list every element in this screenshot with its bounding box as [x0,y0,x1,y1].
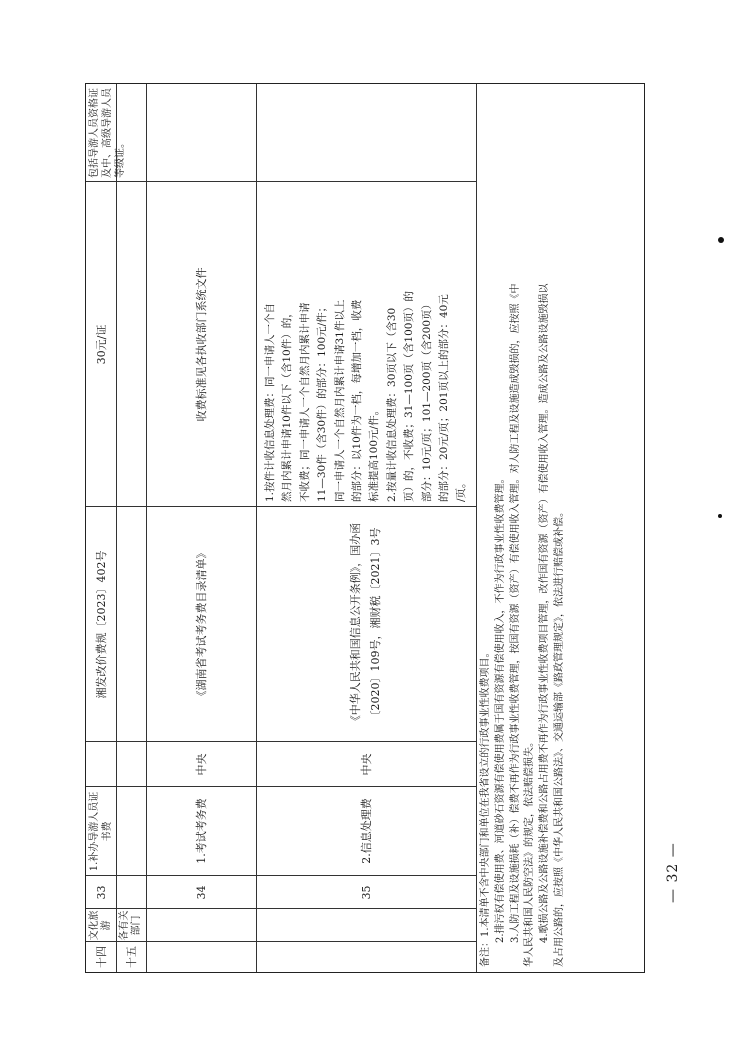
standard-cell: 收费标准见各执收部门系统文件 [194,267,208,422]
scan-speck [718,237,724,243]
seq-cell: 十五 [124,946,138,968]
no-cell: 35 [359,885,373,900]
remark-cell: 包括导游人员资格证及中、高级导游人员等级证。 [89,88,126,178]
dept-cell: 文化旅游 [89,910,112,941]
no-cell: 33 [94,885,108,900]
basis-cell: 湘发改价费规〔2023〕402号 [94,550,108,699]
item-cell: 1.考试考务费 [194,798,208,864]
dept-cell: 各有关部门 [119,910,142,941]
standard-line: 同一申请人一个自然月内累计申请31件以上 [333,299,346,502]
fee-table [85,83,645,973]
basis-cell: 《中华人民共和国信息公开条例》，国办函〔2020〕109号，湘财税〔2021〕3号 [349,522,382,727]
note-line: 华人民共和国人民防空法》的规定，依法赔偿损失。 [524,737,536,967]
col-line [86,506,476,507]
standard-line: 不收费；同一申请人一个自然月内累计申请 [298,302,311,502]
standard-cell: 30元/证 [94,324,108,365]
no-cell: 34 [194,885,208,900]
standard-line: 的部分：20元/页；201页以上的部分：40元 [438,294,451,502]
standard-line: 11—30件（含30件）的部分：100元/件； [316,301,329,502]
standard-cell-lines [262,186,474,502]
basis-cell: 《湖南省考试考务费目录清单》 [194,547,208,702]
level-cell: 中央 [194,753,208,776]
item-cell: 2.信息处理费 [359,798,373,864]
standard-line: 页）的，不收费；31—100页（含100页）的 [403,291,416,502]
note-line: 3.人防工程及设施损耗（补）偿费不再作为行政事业性收费管理，按国有资源（资产）有偿使用收入管理。对人防工程及设施造成毁损的，应按照《中 [509,283,521,943]
note-line: 2.排污权有偿使用费、河道砂石资源有偿使用费属于国有资源有偿使用收入，不作为行政事业性收费管理。 [494,473,506,943]
standard-line: 1.按件计收信息处理费：同一申请人一个自 [264,302,276,502]
row-line [116,84,117,972]
standard-line: 标准提高100元/件。 [368,404,381,502]
page-number: — 32 — [665,842,681,903]
standard-line: /页。 [455,477,468,502]
note-line: 备注：1.本清单不含中央部门和单位在我省设立的行政事业性收费项目。 [480,647,491,967]
standard-line: 的部分：以10件为一档，每增加一档，收费 [351,299,364,502]
note-line: 4.歌损公路及公路设施补偿费和公路占用费不再作为行政事业性收费项目管理，改作国有资源（资产）有偿使用收入管理。造成公路及公路设施毁损以 [539,283,551,943]
level-cell [86,742,116,787]
col-line [86,181,476,182]
row-line [476,84,477,972]
notes-block [479,87,565,967]
level-cell: 中央 [359,753,373,776]
scan-speck [718,514,722,518]
standard-line: 然月内累计申请10件以下（含10件）的， [281,307,294,502]
item-cell: 1.补办导游人员证书费 [89,791,113,872]
standard-line: 2.按量计收信息处理费：30页以下（含30 [385,307,398,502]
note-line: 及占用公路的，应按照《中华人民共和国公路法》、交通运输部《路政管理规定》，依法进行赔偿或补偿。 [553,507,565,967]
seq-cell: 十四 [94,946,108,968]
standard-line: 部分：10元/页；101—200页（含200页） [420,298,433,502]
